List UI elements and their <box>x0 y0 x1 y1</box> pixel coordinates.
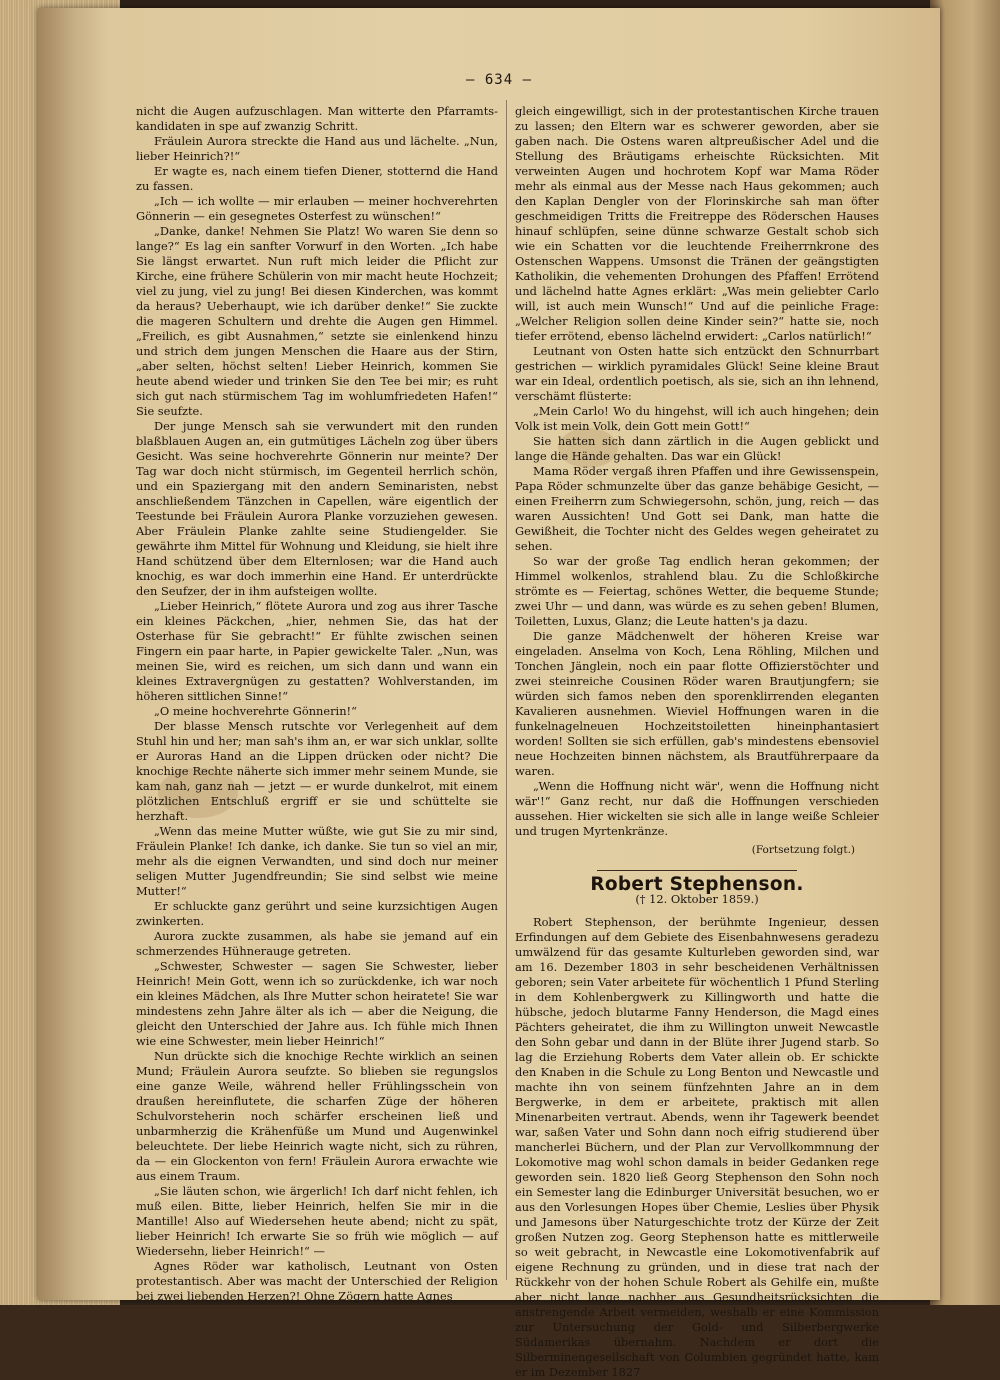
right-column <box>515 104 879 1380</box>
article-date: († 12. Oktober 1859.) <box>635 892 759 906</box>
paragraph: Der blasse Mensch rutschte vor Verlegenheit auf dem Stuhl hin und her; man sah's ihm an, er war sich unklar, sollte er Auroras Hand an die Lippen drücken oder nicht? Die knochige Rechte näherte sich immer mehr seinem Munde, sie kam nah, ganz nah — jetzt — er wurde dunkelrot, mit einem plötzlichen Entschluß ergriff er sie und schüttelte sie herzhaft. <box>136 719 498 823</box>
paragraph: „Sie läuten schon, wie ärgerlich! Ich darf nicht fehlen, ich muß eilen. Bitte, lieber Heinrich, helfen Sie mir in die Mantille! Also auf Wiedersehen heute abend; nicht zu spät, lieber Heinrich! Ich erwarte Sie so früh wie möglich — auf Wiedersehn, lieber Heinrich!“ — <box>136 1184 498 1258</box>
paragraph: „Mein Carlo! Wo du hingehst, will ich auch hingehen; dein Volk ist mein Volk, dein Gott mein Gott!“ <box>515 404 879 433</box>
column-divider <box>506 100 507 1280</box>
paragraph: „Wenn die Hoffnung nicht wär', wenn die Hoffnung nicht wär'!“ Ganz recht, nur daß die Hoffnungen verschieden aussehen. Hier wickelten sie sich alle in lange weiße Schleier und trugen Myrtenkränze. <box>515 779 879 838</box>
paragraph: „Ich — ich wollte — mir erlauben — meiner hochverehrten Gönnerin — ein gesegnetes Osterfest zu wünschen!“ <box>136 194 498 223</box>
paragraph: Er schluckte ganz gerührt und seine kurzsichtigen Augen zwinkerten. <box>136 899 498 928</box>
paragraph: gleich eingewilligt, sich in der protestantischen Kirche trauen zu lassen; den Eltern war es schwerer geworden, aber sie gaben nach. Die Ostens waren altpreußischer Adel und die Stellung des Bräutigams erheischte Rücksichten. Mit verweinten Augen und hochrotem Kopf war Mama Röder mehr als einmal aus der Messe nach Haus gekommen; auch den Kaplan Dengler von der Florinskirche sah man öfter geschmeidigen Tritts die Freitreppe des Röderschen Hauses hinauf schlüpfen, seine dünne schwarze Gestalt schob sich wie ein Schatten vor die leuchtende Freiherrnkrone des Ostenschen Wappens. Umsonst die Tränen der geängstigten Katholikin, die vehementen Drohungen des Pfaffen! Errötend und lächelnd hatte Agnes erklärt: „Was mein geliebter Carlo will, ist auch mein Wunsch!“ Und auf die peinliche Frage: „Welcher Religion sollen deine Kinder sein?“ hatte sie, noch tiefer errötend, ebenso lächelnd erwidert: „Carlos natürlich!“ <box>515 104 879 343</box>
continuation-note: (Fortsetzung folgt.) <box>751 844 855 856</box>
paragraph: nicht die Augen aufzuschlagen. Man witterte den Pfarramts-kandidaten in spe auf zwanzig Schritt. <box>136 104 498 133</box>
left-column <box>136 104 498 1304</box>
paragraph: „Schwester, Schwester — sagen Sie Schwester, lieber Heinrich! Mein Gott, wenn ich so zurückdenke, ich war noch ein kleines Mädchen, als Ihre Mutter schon heiratete! Sie war mindestens zehn Jahre älter als ich — aber die Neigung, die gleicht den Unterschied der Jahre aus. Ich fühle mich Ihnen wie eine Schwester, mein lieber Heinrich!“ <box>136 959 498 1048</box>
article-title: Robert Stephenson. <box>590 874 804 895</box>
paragraph: Mama Röder vergaß ihren Pfaffen und ihre Gewissenspein, Papa Röder schmunzelte über das ganze behäbige Gesicht, — einen Freiherrn zum Schwiegersohn, schön, jung, reich — das waren Aussichten! Und Gott sei Dank, man hatte die Gewißheit, die Tochter nicht des Geldes wegen geheiratet zu sehen. <box>515 464 879 553</box>
paragraph: So war der große Tag endlich heran gekommen; der Himmel wolkenlos, strahlend blau. Zu die Schloßkirche strömte es — Feiertag, schönes Wetter, die bequeme Stunde; zwei Uhr — und dann, was würde es zu sehen geben! Blumen, Toiletten, Luxus, Glanz; die Leute hatten's ja dazu. <box>515 554 879 628</box>
headline-rule <box>597 870 797 871</box>
paragraph: Der junge Mensch sah sie verwundert mit den runden blaßblauen Augen an, ein gutmütiges Lächeln zog über übers Gesicht. Was seine hochverehrte Gönnerin nur meinte? Der Tag war doch nicht stürmisch, im Gegenteil herrlich schön, und ein Spaziergang mit den andern Seminaristen, nebst anschließendem Tänzchen in Capellen, wäre eigentlich der Teestunde bei Fräulein Aurora Planke vorzuziehen gewesen. Aber Fräulein Planke zahlte seine Studiengelder. Sie gewährte ihm Mittel für Wohnung und Kleidung, sie hielt ihre Hand schützend über dem Elternlosen; war die Hand auch knochig, es war doch immerhin eine Hand. Er unterdrückte den Seufzer, der in ihm aufsteigen wollte. <box>136 419 498 598</box>
paragraph: „Wenn das meine Mutter wüßte, wie gut Sie zu mir sind, Fräulein Planke! Ich danke, ich danke. Sie tun so viel an mir, mehr als die eignen Verwandten, und sind doch nur meiner seligen Mutter Jugendfreundin; Sie sind selbst wie meine Mutter!“ <box>136 824 498 898</box>
paragraph: Die ganze Mädchenwelt der höheren Kreise war eingeladen. Anselma von Koch, Lena Röhling, Milchen und Tonchen Jänglein, noch ein paar flotte Offizierstöchter und zwei steinreiche Cousinen Röder waren Brautjungfern; sie würden sich famos neben den sporenklirrenden eleganten Kavalieren ausnehmen. Wieviel Hoffnungen waren in die funkelnagelneuen Hochzeitstoiletten hineinphantasiert worden! Sollten sie sich erfüllen, gab's mindestens ebensoviel neue Hochzeiten binnen nächstem, als Brautführerpaare da waren. <box>515 629 879 778</box>
paragraph: „O meine hochverehrte Gönnerin!“ <box>154 704 357 718</box>
paragraph: Nun drückte sich die knochige Rechte wirklich an seinen Mund; Fräulein Aurora seufzte. So blieben sie regungslos eine ganze Weile, während heller Frühlingsschein von draußen hereinflutete, die scharfen Züge der höheren Schulvorsteherin noch schärfer erscheinen ließ und unbarmherzig die Krähenfüße um Mund und Augenwinkel beleuchtete. Der liebe Heinrich wagte nicht, sich zu rühren, da — ein Glockenton von fern! Fräulein Aurora erwachte wie aus einem Traum. <box>136 1049 498 1183</box>
paragraph: Aurora zuckte zusammen, als habe sie jemand auf ein schmerzendes Hühnerauge getreten. <box>136 929 498 958</box>
story-continuation <box>515 104 879 839</box>
paragraph: Fräulein Aurora streckte die Hand aus und lächelte. „Nun, lieber Heinrich?!“ <box>136 134 498 163</box>
paragraph: Leutnant von Osten hatte sich entzückt den Schnurrbart gestrichen — wirklich pyramidales Glück! Seine kleine Braut war ein Ideal, ordentlich poetisch, als sie, sich an ihn lehnend, verschämt flüsterte: <box>515 344 879 403</box>
paragraph: Sie hatten sich dann zärtlich in die Augen geblickt und lange die Hände gehalten. Das war ein Glück! <box>515 434 879 463</box>
binding-edge-right <box>930 0 1000 1305</box>
paragraph: „Lieber Heinrich,“ flötete Aurora und zog aus ihrer Tasche ein kleines Päckchen, „hier, nehmen Sie, das hat der Osterhase für Sie gebracht!“ Er fühlte zwischen seinen Fingern ein paar harte, in Papier gewickelte Taler. „Nun, was meinen Sie, wird es reichen, um sich dann und wann ein kleines Extravergnügen zu gestatten? Wohlverstanden, im höheren sittlichen Sinne!“ <box>136 599 498 703</box>
article-body: Robert Stephenson, der berühmte Ingenieur, dessen Erfindungen auf dem Gebiete des Eisenbahnwesens geradezu umwälzend für das gesamte Kulturleben geworden sind, war am 16. Dezember 1803 in sehr bescheidenen Verhältnissen geboren; sein Vater arbeitete für wöchentlich 1 Pfund Sterling in dem Kohlenbergwerk zu Killingworth und hatte die hübsche, jedoch blutarme Fanny Henderson, die Magd eines Pächters geheiratet, die ihm zu Willington unweit Newcastle den Sohn gebar und dann in der Blüte ihrer Jugend starb. So lag die Erziehung Roberts dem Vater allein ob. Er schickte den Knaben in die Schule zu Long Benton und Newcastle und machte ihn von seinem fünfzehnten Jahre an in dem Bergwerke, in dem er arbeitete, praktisch mit allen Minenarbeiten vertraut. Abends, wenn ihr Tagewerk beendet war, saßen Vater und Sohn dann noch eifrig studierend über mancherlei Büchern, und der Plan zur Vervollkommnung der Lokomotive mag wohl schon damals in beider Gedanken rege geworden sein. 1820 ließ Georg Stephenson den Sohn noch ein Semester lang die Edinburger Universität besuchen, wo er aus den Vorlesungen Hopes über Chemie, Leslies über Physik und Jamesons über Naturgeschichte trotz der Kürze der Zeit großen Nutzen zog. Georg Stephenson hatte es mittlerweile so weit gebracht, in Newcastle eine Lokomotivenfabrik auf eigene Rechnung zu gründen, und in diese trat nach der Rückkehr von der hohen Schule Robert als Gehilfe ein, mußte aber nicht lange nachher aus Gesundheitsrücksichten die anstrengende Arbeit vermeiden, weshalb er eine Kommission zur Untersuchung der Gold- und Silberbergwerke Südamerikas übernahm. Nachdem er dort die Silberminengesellschaft von Columbien gegründet hatte, kam er im Dezember 1827 <box>515 915 879 1379</box>
paragraph: Agnes Röder war katholisch, Leutnant von Osten protestantisch. Aber was macht der Unterschied der Religion bei zwei liebenden Herzen?! Ohne Zögern hatte Agnes <box>136 1259 498 1303</box>
page-number: — 634 — <box>466 72 533 88</box>
paragraph: Er wagte es, nach einem tiefen Diener, stotternd die Hand zu fassen. <box>136 164 498 193</box>
gutter-shadow <box>38 8 108 1300</box>
paragraph: „Danke, danke! Nehmen Sie Platz! Wo waren Sie denn so lange?“ Es lag ein sanfter Vorwurf in den Worten. „Ich habe Sie längst erwartet. Nun ruft mich leider die Pflicht zur Kirche, eine frühere Schülerin von mir macht heute Hochzeit; viel zu jung, viel zu jung! Bei diesen Kinderchen, was kommt da heraus? Ueberhaupt, wie ich darüber denke!“ Sie zuckte die mageren Schultern und drehte die Augen gen Himmel. „Freilich, es gibt Ausnahmen,“ setzte sie einlenkend hinzu und strich dem jungen Menschen die Haare aus der Stirn, „aber selten, höchst selten! Lieber Heinrich, kommen Sie heute abend wieder und trinken Sie den Tee bei mir; es ruht sich gut nach stürmischem Tag im wohlumfriedeten Hafen!“ Sie seufzte. <box>136 224 498 418</box>
